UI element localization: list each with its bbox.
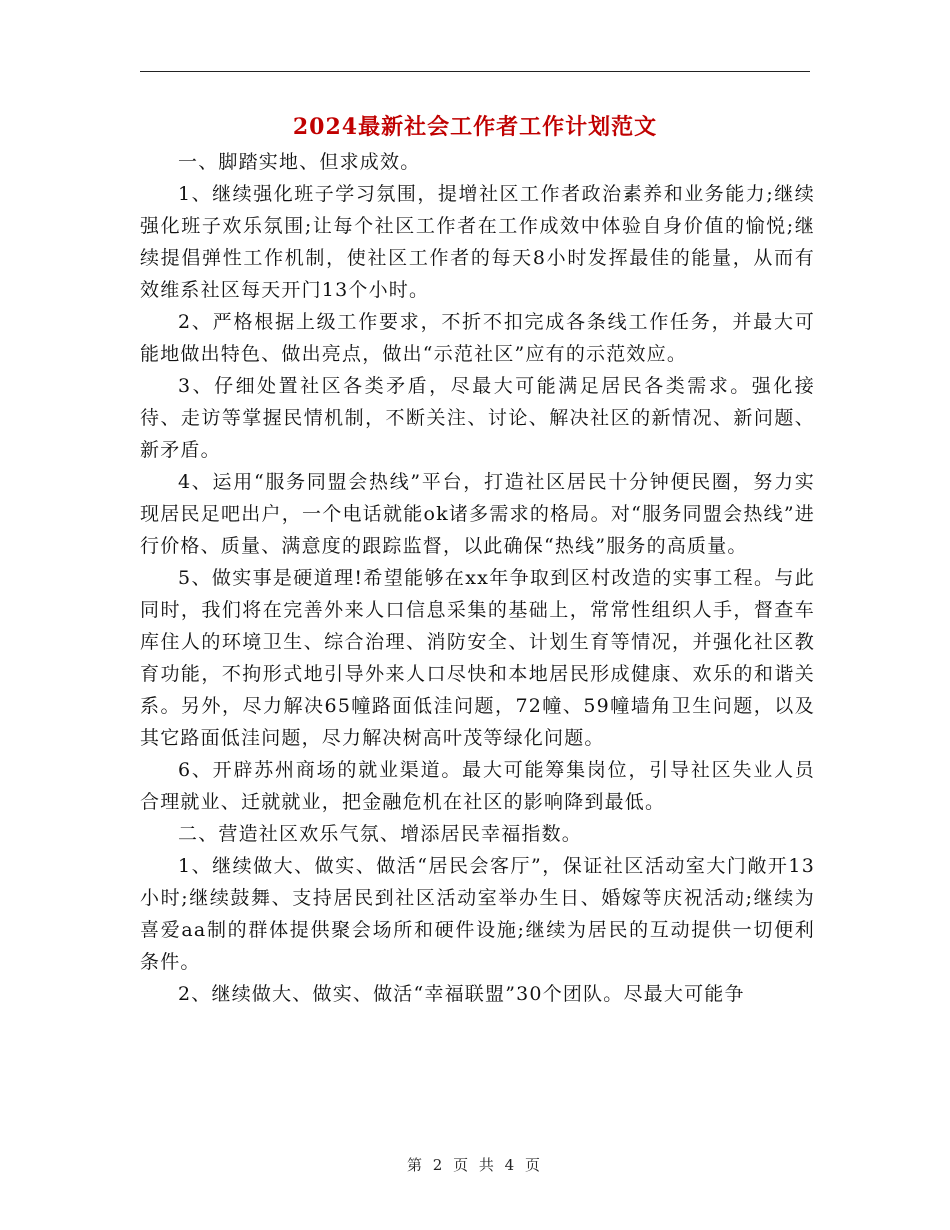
paragraph: 2、继续做大、做实、做活“幸福联盟”30个团队。尽最大可能争 xyxy=(178,983,745,1005)
paragraph: 3、仔细处置社区各类矛盾，尽最大可能满足居民各类需求。强化接待、走访等掌握民情机制，不断关注、讨论、解决社区的新情况、新问题、新矛盾。 xyxy=(140,375,815,461)
document-body xyxy=(140,146,815,1010)
paragraph: 2、严格根据上级工作要求，不折不扣完成各条线工作任务，并最大可能地做出特色、做出亮点，做出“示范社区”应有的示范效应。 xyxy=(140,311,815,365)
paragraph: 1、继续强化班子学习氛围，提增社区工作者政治素养和业务能力;继续强化班子欢乐氛围;让每个社区工作者在工作成效中体验自身价值的愉悦;继续提倡弹性工作机制，使社区工作者的每天8小时发挥最佳的能量，从而有效维系社区每天开门13个小时。 xyxy=(140,183,815,301)
paragraph: 4、运用“服务同盟会热线”平台，打造社区居民十分钟便民圈，努力实现居民足吧出户，一个电话就能ok诸多需求的格局。对“服务同盟会热线”进行价格、质量、满意度的跟踪监督，以此确保“热线”服务的高质量。 xyxy=(140,471,815,557)
page-number-footer: 第 2 页 共 4 页 xyxy=(407,1156,543,1174)
paragraph: 6、开辟苏州商场的就业渠道。最大可能筹集岗位，引导社区失业人员合理就业、迁就就业，把金融危机在社区的影响降到最低。 xyxy=(140,759,815,813)
paragraph: 5、做实事是硬道理!希望能够在xx年争取到区村改造的实事工程。与此同时，我们将在完善外来人口信息采集的基础上，常常性组织人手，督查车库住人的环境卫生、综合治理、消防安全、计划生育等情况，并强化社区教育功能，不拘形式地引导外来人口尽快和本地居民形成健康、欢乐的和谐关系。另外，尽力解决65幢路面低洼问题，72幢、59幢墙角卫生问题，以及其它路面低洼问题，尽力解决树高叶茂等绿化问题。 xyxy=(140,567,815,749)
paragraph: 1、继续做大、做实、做活“居民会客厅”，保证社区活动室大门敞开13小时;继续鼓舞、支持居民到社区活动室举办生日、婚嫁等庆祝活动;继续为喜爱aa制的群体提供聚会场所和硬件设施;继续为居民的互动提供一切便利条件。 xyxy=(140,855,815,973)
section-heading-2: 二、营造社区欢乐气氛、增添居民幸福指数。 xyxy=(178,823,583,845)
header-rule xyxy=(140,71,810,72)
section-heading-1: 一、脚踏实地、但求成效。 xyxy=(178,151,421,173)
page-title: 2024最新社会工作者工作计划范文 xyxy=(292,114,658,140)
